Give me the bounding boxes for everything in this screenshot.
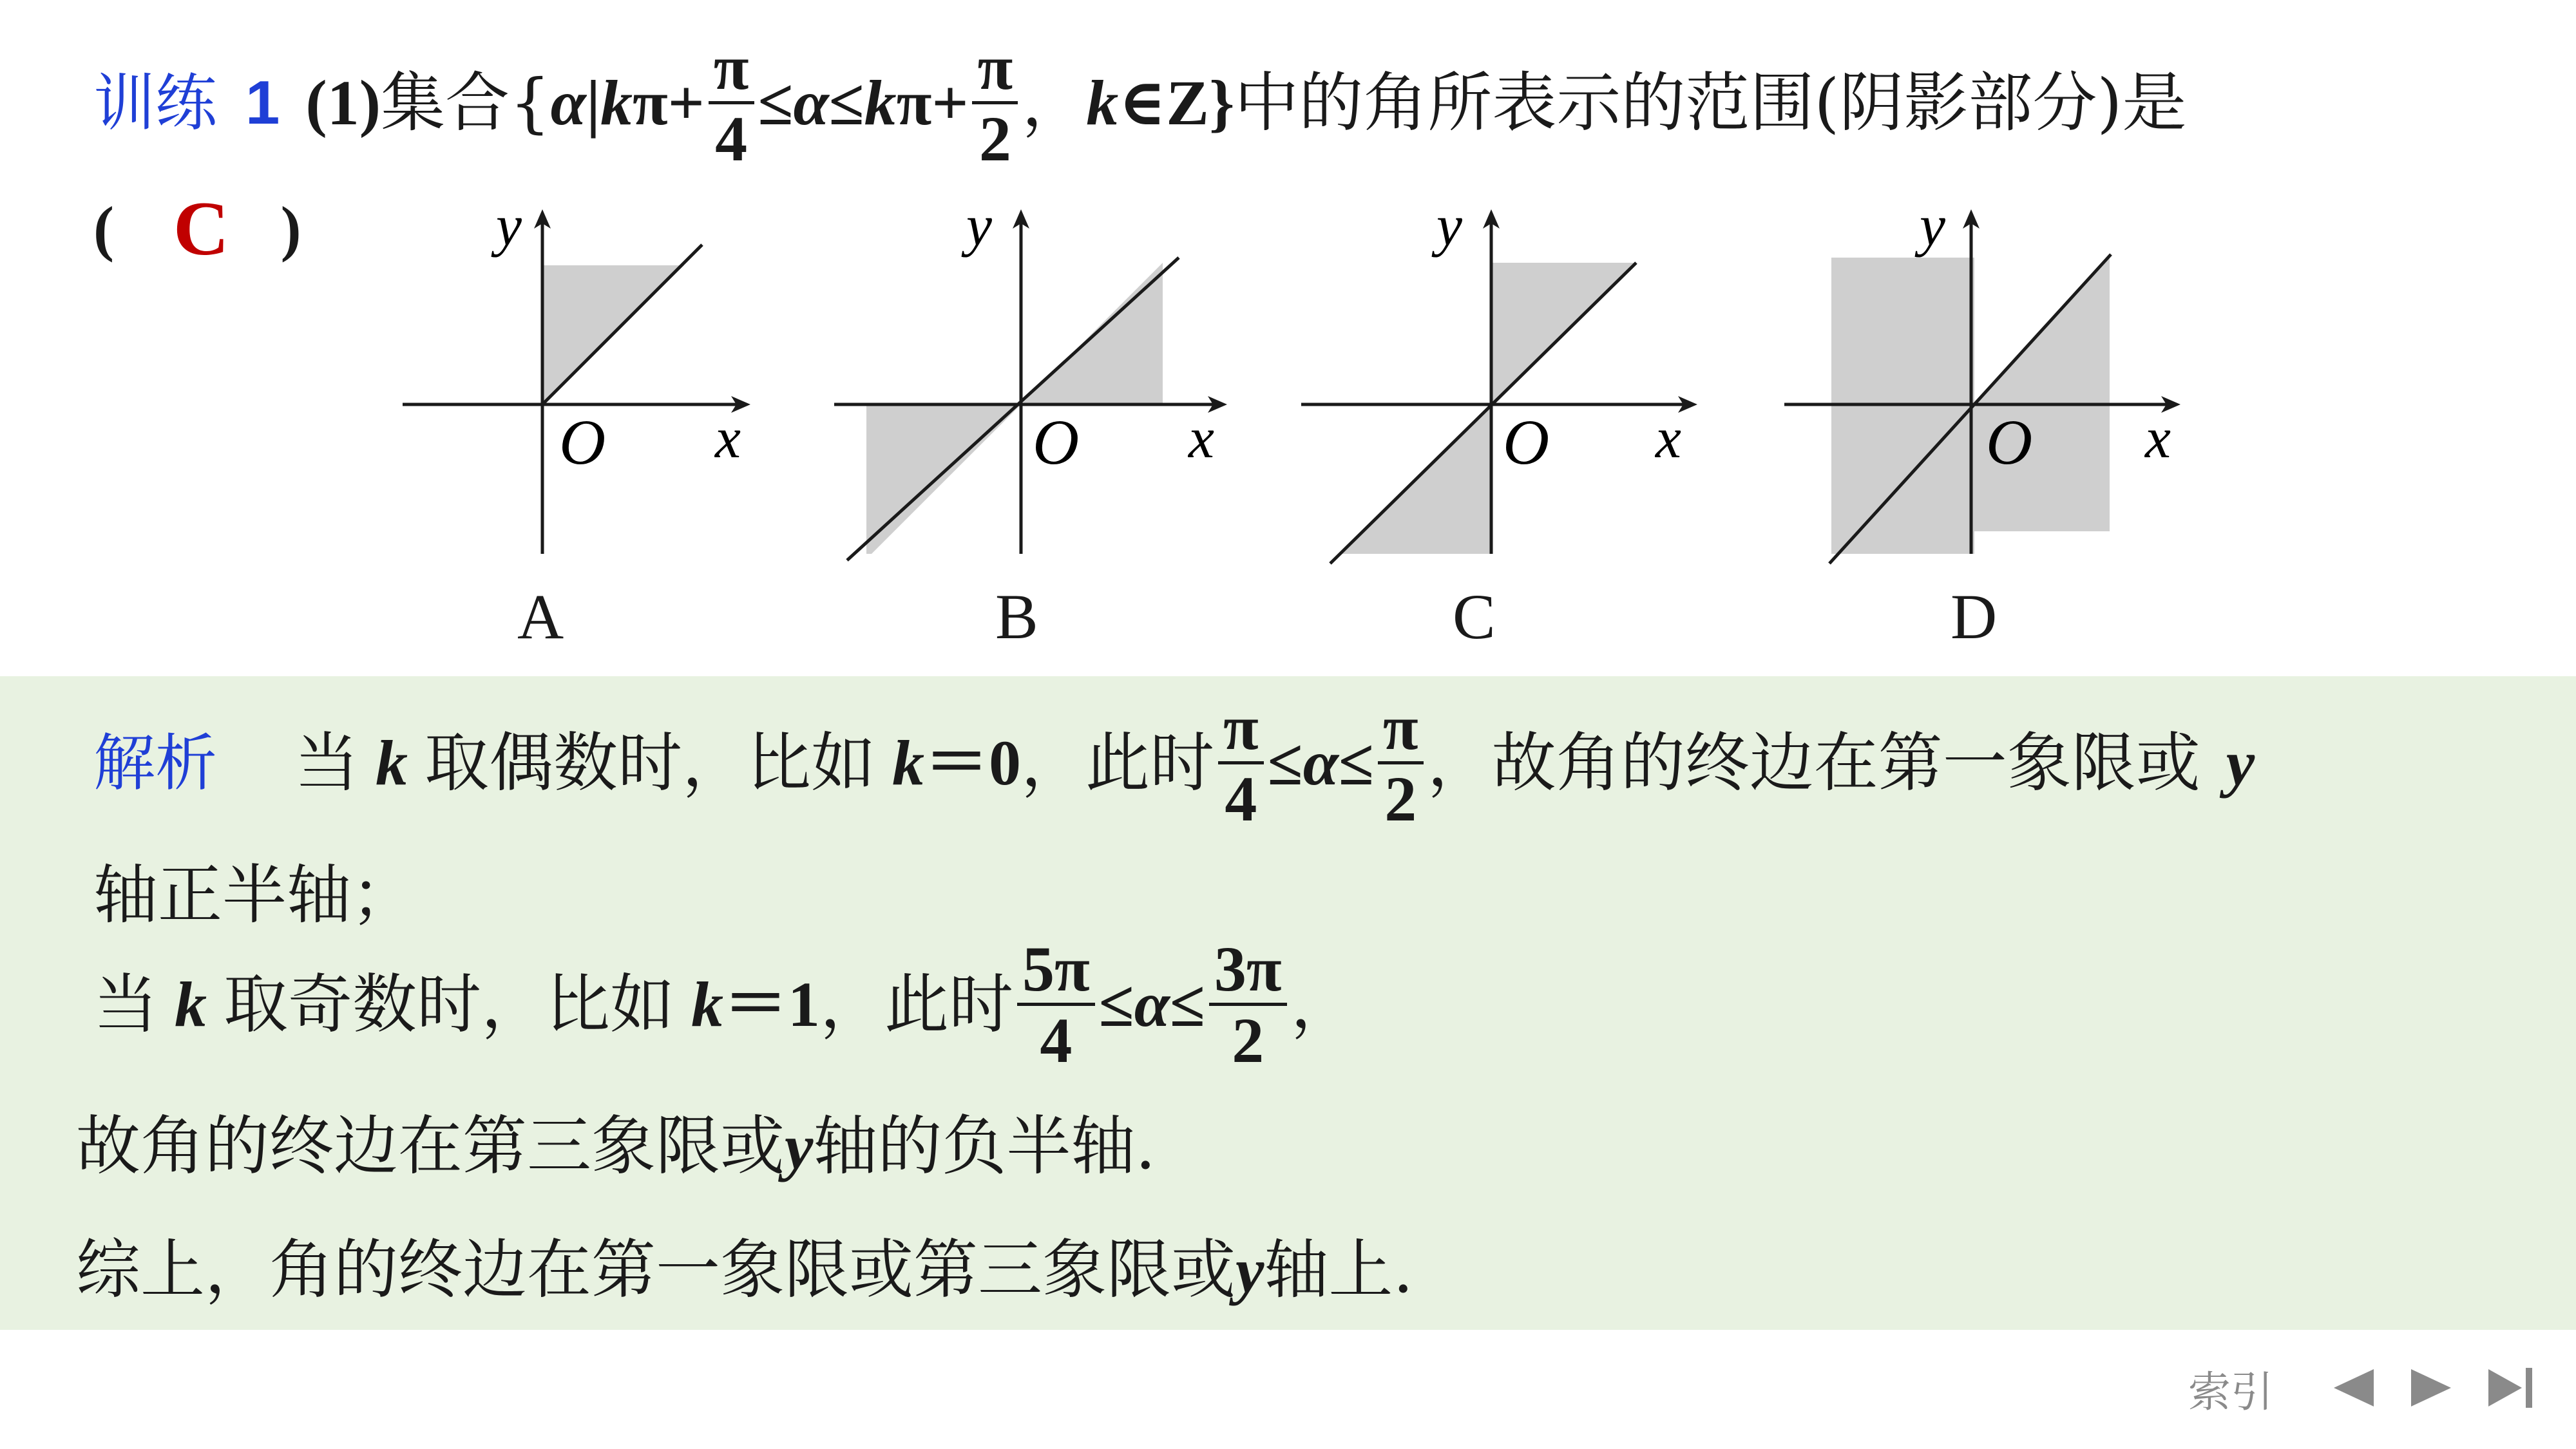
analysis-label: 解析 bbox=[93, 727, 217, 799]
origin-label: O bbox=[559, 406, 606, 478]
figure-d bbox=[1781, 193, 2193, 580]
fraction-5pi-4: $\frac{5\pi}{4}$ bbox=[1017, 937, 1095, 1073]
triangle-left-icon[interactable] bbox=[2331, 1365, 2376, 1410]
origin-label: O bbox=[1033, 406, 1080, 478]
question-line: 训练 1 (1) 集合{ α | k π + $\frac{\pi}{4}$ ≤ α ≤ k π + $\frac{\pi}{2}$ ， k ∈Z} 中的角所表示的范围(阴影部分)是 bbox=[93, 31, 2187, 175]
question-text-after: 中的角所表示的范围(阴影部分)是 bbox=[1234, 65, 2187, 140]
fraction-pi-2: $\frac{\pi}{2}$ bbox=[972, 35, 1018, 171]
y-label: y bbox=[1920, 194, 1945, 258]
question-text-before: 集合{ bbox=[381, 65, 551, 140]
x-label: x bbox=[1188, 406, 1214, 470]
part-label: (1) bbox=[305, 67, 381, 138]
analysis-line-2: 轴正半轴； bbox=[93, 857, 415, 933]
origin-label: O bbox=[1503, 406, 1550, 478]
slide-navigation bbox=[2188, 1352, 2537, 1423]
answer-line: ( C ) bbox=[93, 185, 301, 271]
fraction-3pi-2: $\frac{3\pi}{2}$ bbox=[1209, 937, 1287, 1073]
x-label: x bbox=[1655, 406, 1681, 470]
y-label: y bbox=[1436, 194, 1462, 258]
analysis-line-1: 解析 当 k 取偶数时，比如 k ＝0 ，此时 $\frac{\pi}{4}$ ≤ α ≤ $\frac{\pi}{2}$ ，故角的终边在第一象限或 y bbox=[93, 691, 2255, 835]
origin-label: O bbox=[1986, 406, 2033, 478]
analysis-line-3: 当 k 取奇数时，比如 k ＝1 ，此时 $\frac{5\pi}{4}$ ≤ α ≤ $\frac{3\pi}{2}$ ， bbox=[93, 933, 1355, 1076]
figure-d-label: D bbox=[1951, 581, 1998, 652]
exercise-label: 训练 bbox=[93, 67, 217, 139]
x-label: x bbox=[715, 406, 741, 470]
fraction-pi-4: $\frac{\pi}{4}$ bbox=[1218, 696, 1264, 831]
figure-b-label: B bbox=[995, 581, 1038, 652]
exercise-number: 1 bbox=[245, 68, 280, 137]
shaded-region bbox=[866, 404, 1021, 554]
answer-letter: C bbox=[173, 185, 229, 271]
figure-a bbox=[399, 193, 760, 580]
y-label: y bbox=[966, 194, 992, 258]
y-label: y bbox=[496, 194, 522, 258]
skip-end-icon[interactable] bbox=[2486, 1365, 2537, 1410]
figure-b bbox=[828, 193, 1240, 580]
index-link[interactable]: 索引 bbox=[2188, 1367, 2273, 1417]
shaded-region bbox=[1974, 258, 2110, 531]
figure-c bbox=[1298, 193, 1710, 580]
analysis-line-5: 综上，角的终边在第一象限或第三象限或y轴上. bbox=[76, 1232, 1414, 1307]
x-label: x bbox=[2145, 406, 2171, 470]
figure-a-label: A bbox=[517, 581, 564, 652]
fraction-pi-2: $\frac{\pi}{2}$ bbox=[1378, 696, 1424, 831]
figure-c-label: C bbox=[1453, 581, 1496, 652]
triangle-right-icon[interactable] bbox=[2409, 1365, 2454, 1410]
analysis-line-4: 故角的终边在第三象限或y轴的负半轴. bbox=[76, 1108, 1156, 1184]
fraction-pi-4: $\frac{\pi}{4}$ bbox=[709, 35, 754, 171]
